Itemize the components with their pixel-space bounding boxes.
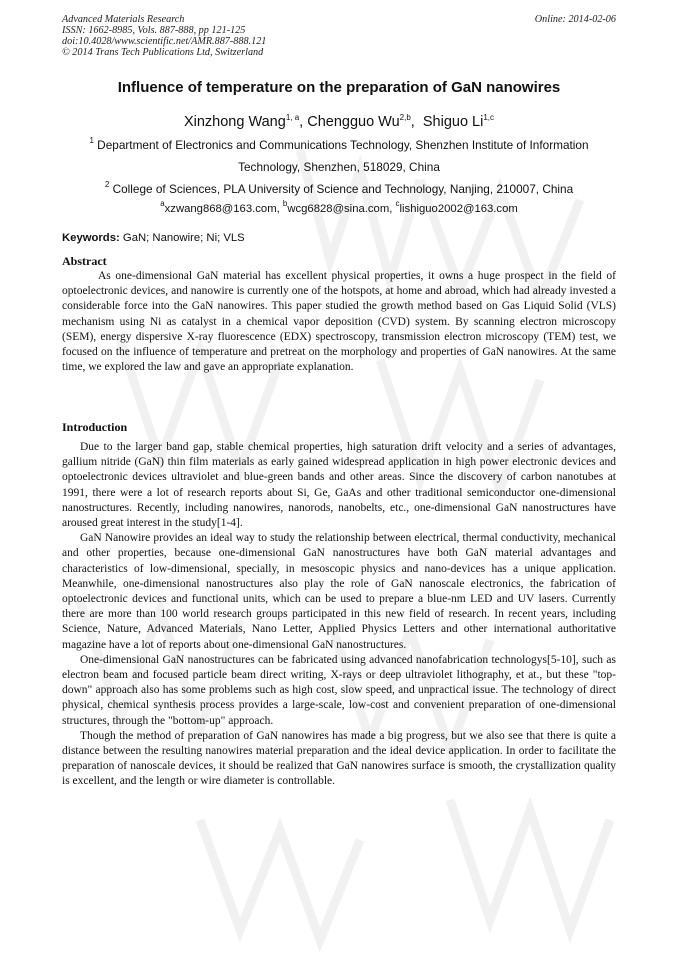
affiliation-mark: 2 [104, 180, 110, 189]
paper-title: Influence of temperature on the preparation of GaN nanowires [117, 79, 561, 96]
keywords-label: Keywords: [62, 232, 120, 244]
journal-copyright: © 2014 Trans Tech Publications Ltd, Switzerland [62, 47, 264, 58]
affiliation-text: Department of Electronics and Communications Technology, Shenzhen Institute of Information Technology, Shenzhen, 518029, China [97, 138, 589, 174]
author-separator: , [410, 114, 423, 130]
journal-issn: ISSN: 1662-8985, Vols. 887-888, pp 121-125 [62, 25, 246, 36]
intro-paragraph: Though the method of preparation of GaN nanowires has made a big progress, but we also see that there is quite a distance between the resulting nanowires material preparation and the ideal device application. In order to facilitate the preparation of nanoscale devices, it should be realized that GaN nanowires surface is smooth, the crystallization quality is excellent, and the length or wire diameter is controllable. [62, 729, 616, 788]
author-emails [60, 200, 618, 218]
keywords-text: GaN; Nanowire; Ni; VLS [122, 232, 245, 244]
abstract-paragraph: As one-dimensional GaN material has excellent physical properties, it owns a huge prospect in the field of optoelectronic devices, and nanowire is currently one of the hotspots, at home and abroad, which had already invested a considerable force into the GaN nanowires. This paper studied the growth method based on Gas Liquid Solid (VLS) mechanism using Ni as catalyst in a chemical vapor deposition (CVD) system. By scanning electron microscopy (SEM), energy dispersive X-ray fluorescence (EDX) spectroscopy, transmission electron microscopy (TEM) test, we focused on the influence of temperature and pretreat on the morphology and properties of GaN nanowires. At the same time, we explored the law and gave an appropriate explanation. [62, 270, 616, 374]
keywords-line [62, 230, 616, 246]
intro-paragraph: Due to the larger band gap, stable chemical properties, high saturation drift velocity and a series of advantages, gallium nitride (GaN) thin film materials as early gained widespread application in high power electronic devices and optoelectronic devices ultraviolet and blue-green bands and other areas. Since the discovery of carbon nanotubes at 1991, there were a lot of research reports about Si, Ge, GaAs and other traditional semiconductor one-dimensional nanostructures. Recently, including nanowires, nanorods, nanobelts, etc., one-dimensional GaN nanostructures have aroused great interest in the study[1-4]. [62, 441, 616, 530]
intro-paragraph: GaN Nanowire provides an ideal way to study the relationship between electrical, thermal conductivity, mechanical and other properties, because one-dimensional GaN nanostructures have both GaN material advantages and characteristics of low-dimensional, specially, in mesoscopic physics and nano-devices has a unique application. Meanwhile, one-dimensional nanostructures also play the role of GaN nanoscale electronics, the fabrication of optoelectronic devices and functional units, which can be used to prepare a blue-nm LED and UV lasers. Currently there are more than 100 world research groups participated in this new field of research. In recent years, including Science, Nature, Advanced Materials, Nano Letter, Applied Physics Letters and other international authoritative magazine have a lot of reports about one-dimensional GaN nanostructures. [62, 532, 616, 651]
journal-name: Advanced Materials Research [62, 14, 185, 25]
introduction-body [62, 440, 616, 790]
journal-header [62, 14, 266, 58]
author-name: Chengguo Wu [307, 114, 400, 130]
email-separator: , [389, 203, 396, 215]
affiliation-text: College of Sciences, PLA University of Science and Technology, Nanjing, 210007, China [112, 182, 574, 196]
author-name: Xinzhong Wang [183, 114, 286, 130]
email-separator: , [276, 203, 283, 215]
email-mark: b [282, 199, 288, 208]
author-separator: , [299, 114, 308, 130]
author-name: Shiguo Li [422, 114, 484, 130]
email-address: wcg6828@sina.com [287, 203, 390, 215]
abstract-body [62, 269, 616, 375]
email-address: xzwang868@163.com [164, 203, 277, 215]
author-affiliation-mark: 1,c [483, 113, 495, 122]
affiliation-2 [60, 178, 618, 200]
author-list [40, 113, 638, 131]
email-mark: c [395, 199, 400, 208]
email-mark: a [160, 199, 165, 208]
email-address: lishiguo2002@163.com [399, 203, 518, 215]
journal-doi: doi:10.4028/www.scientific.net/AMR.887-888.121 [62, 36, 267, 47]
author-affiliation-mark: 2,b [399, 113, 411, 122]
intro-paragraph: One-dimensional GaN nanostructures can be fabricated using advanced nanofabrication technologys[5-10], such as electron beam and focused particle beam direct writing, X-rays or deep ultraviolet lithography, et at., but these "top-down" approach also has some problems such as high cost, slow speed, and unpractical issue. The technology of direct physical, chemical synthesis process provides a large-scale, low-cost and convenient preparation of one-dimensional structures, through the "bottom-up" approach. [62, 653, 616, 727]
introduction-heading: Introduction [62, 420, 128, 434]
affiliation-1 [60, 134, 618, 178]
affiliation-mark: 1 [89, 136, 94, 145]
abstract-heading: Abstract [62, 254, 107, 268]
online-date: Online: 2014-02-06 [534, 14, 616, 25]
author-affiliation-mark: 1, a [285, 113, 300, 122]
